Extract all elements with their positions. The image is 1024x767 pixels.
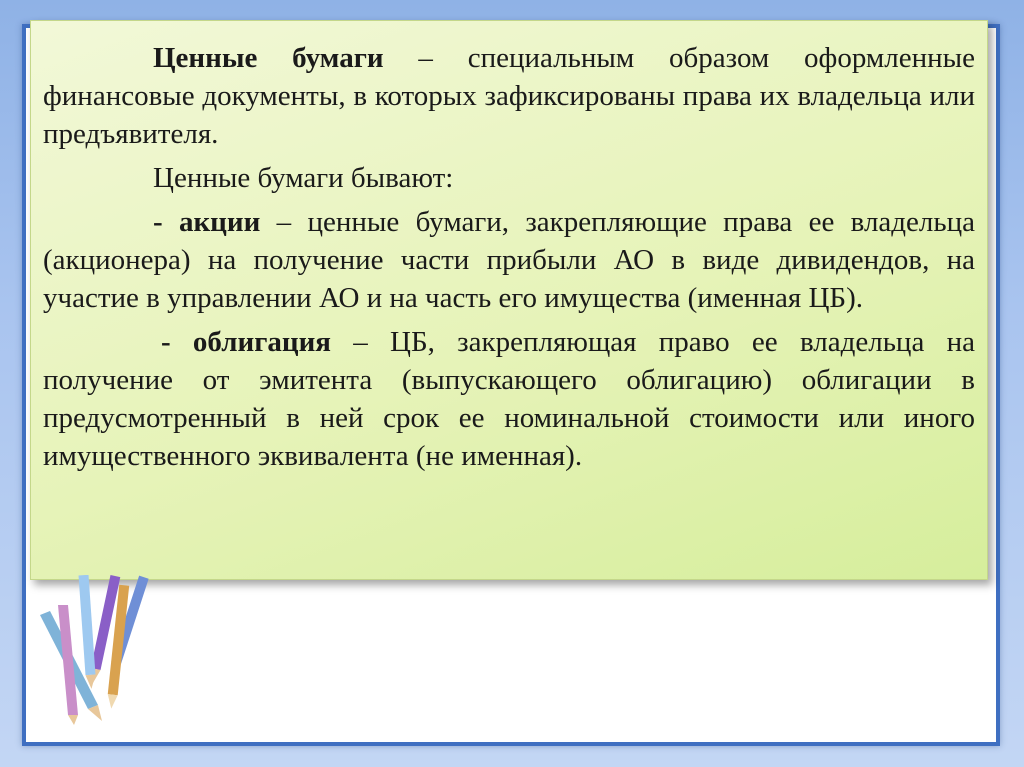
pencils-icon [30, 575, 170, 725]
definition-text: – специальным образом оформленные финансовые документы, в которых зафиксированы права их владельца или предъявителя. [43, 42, 975, 150]
paragraph-bonds [43, 323, 975, 475]
bonds-text: – ЦБ, закрепляющая право ее владельца на получение от эмитента (выпускающего облигацию) облигации в предусмотренный в ней срок ее номинальной стоимости или иного имущественного эквивалента (не именная). [43, 326, 975, 472]
text-panel [30, 20, 988, 580]
pencil-lightblue [79, 575, 97, 689]
paragraph-types-intro [43, 159, 975, 197]
term-bonds: - облигация [161, 326, 331, 358]
term-shares: - акции [153, 206, 261, 238]
paragraph-definition [43, 39, 975, 153]
paragraph-shares [43, 203, 975, 317]
types-intro-text: Ценные бумаги бывают: [153, 162, 454, 194]
shares-text: – ценные бумаги, закрепляющие права ее владельца (акционера) на получение части прибыли АО в виде дивидендов, на участие в управлении АО и на часть его имущества (именная ЦБ). [43, 206, 976, 314]
term-securities: Ценные бумаги [153, 42, 384, 74]
